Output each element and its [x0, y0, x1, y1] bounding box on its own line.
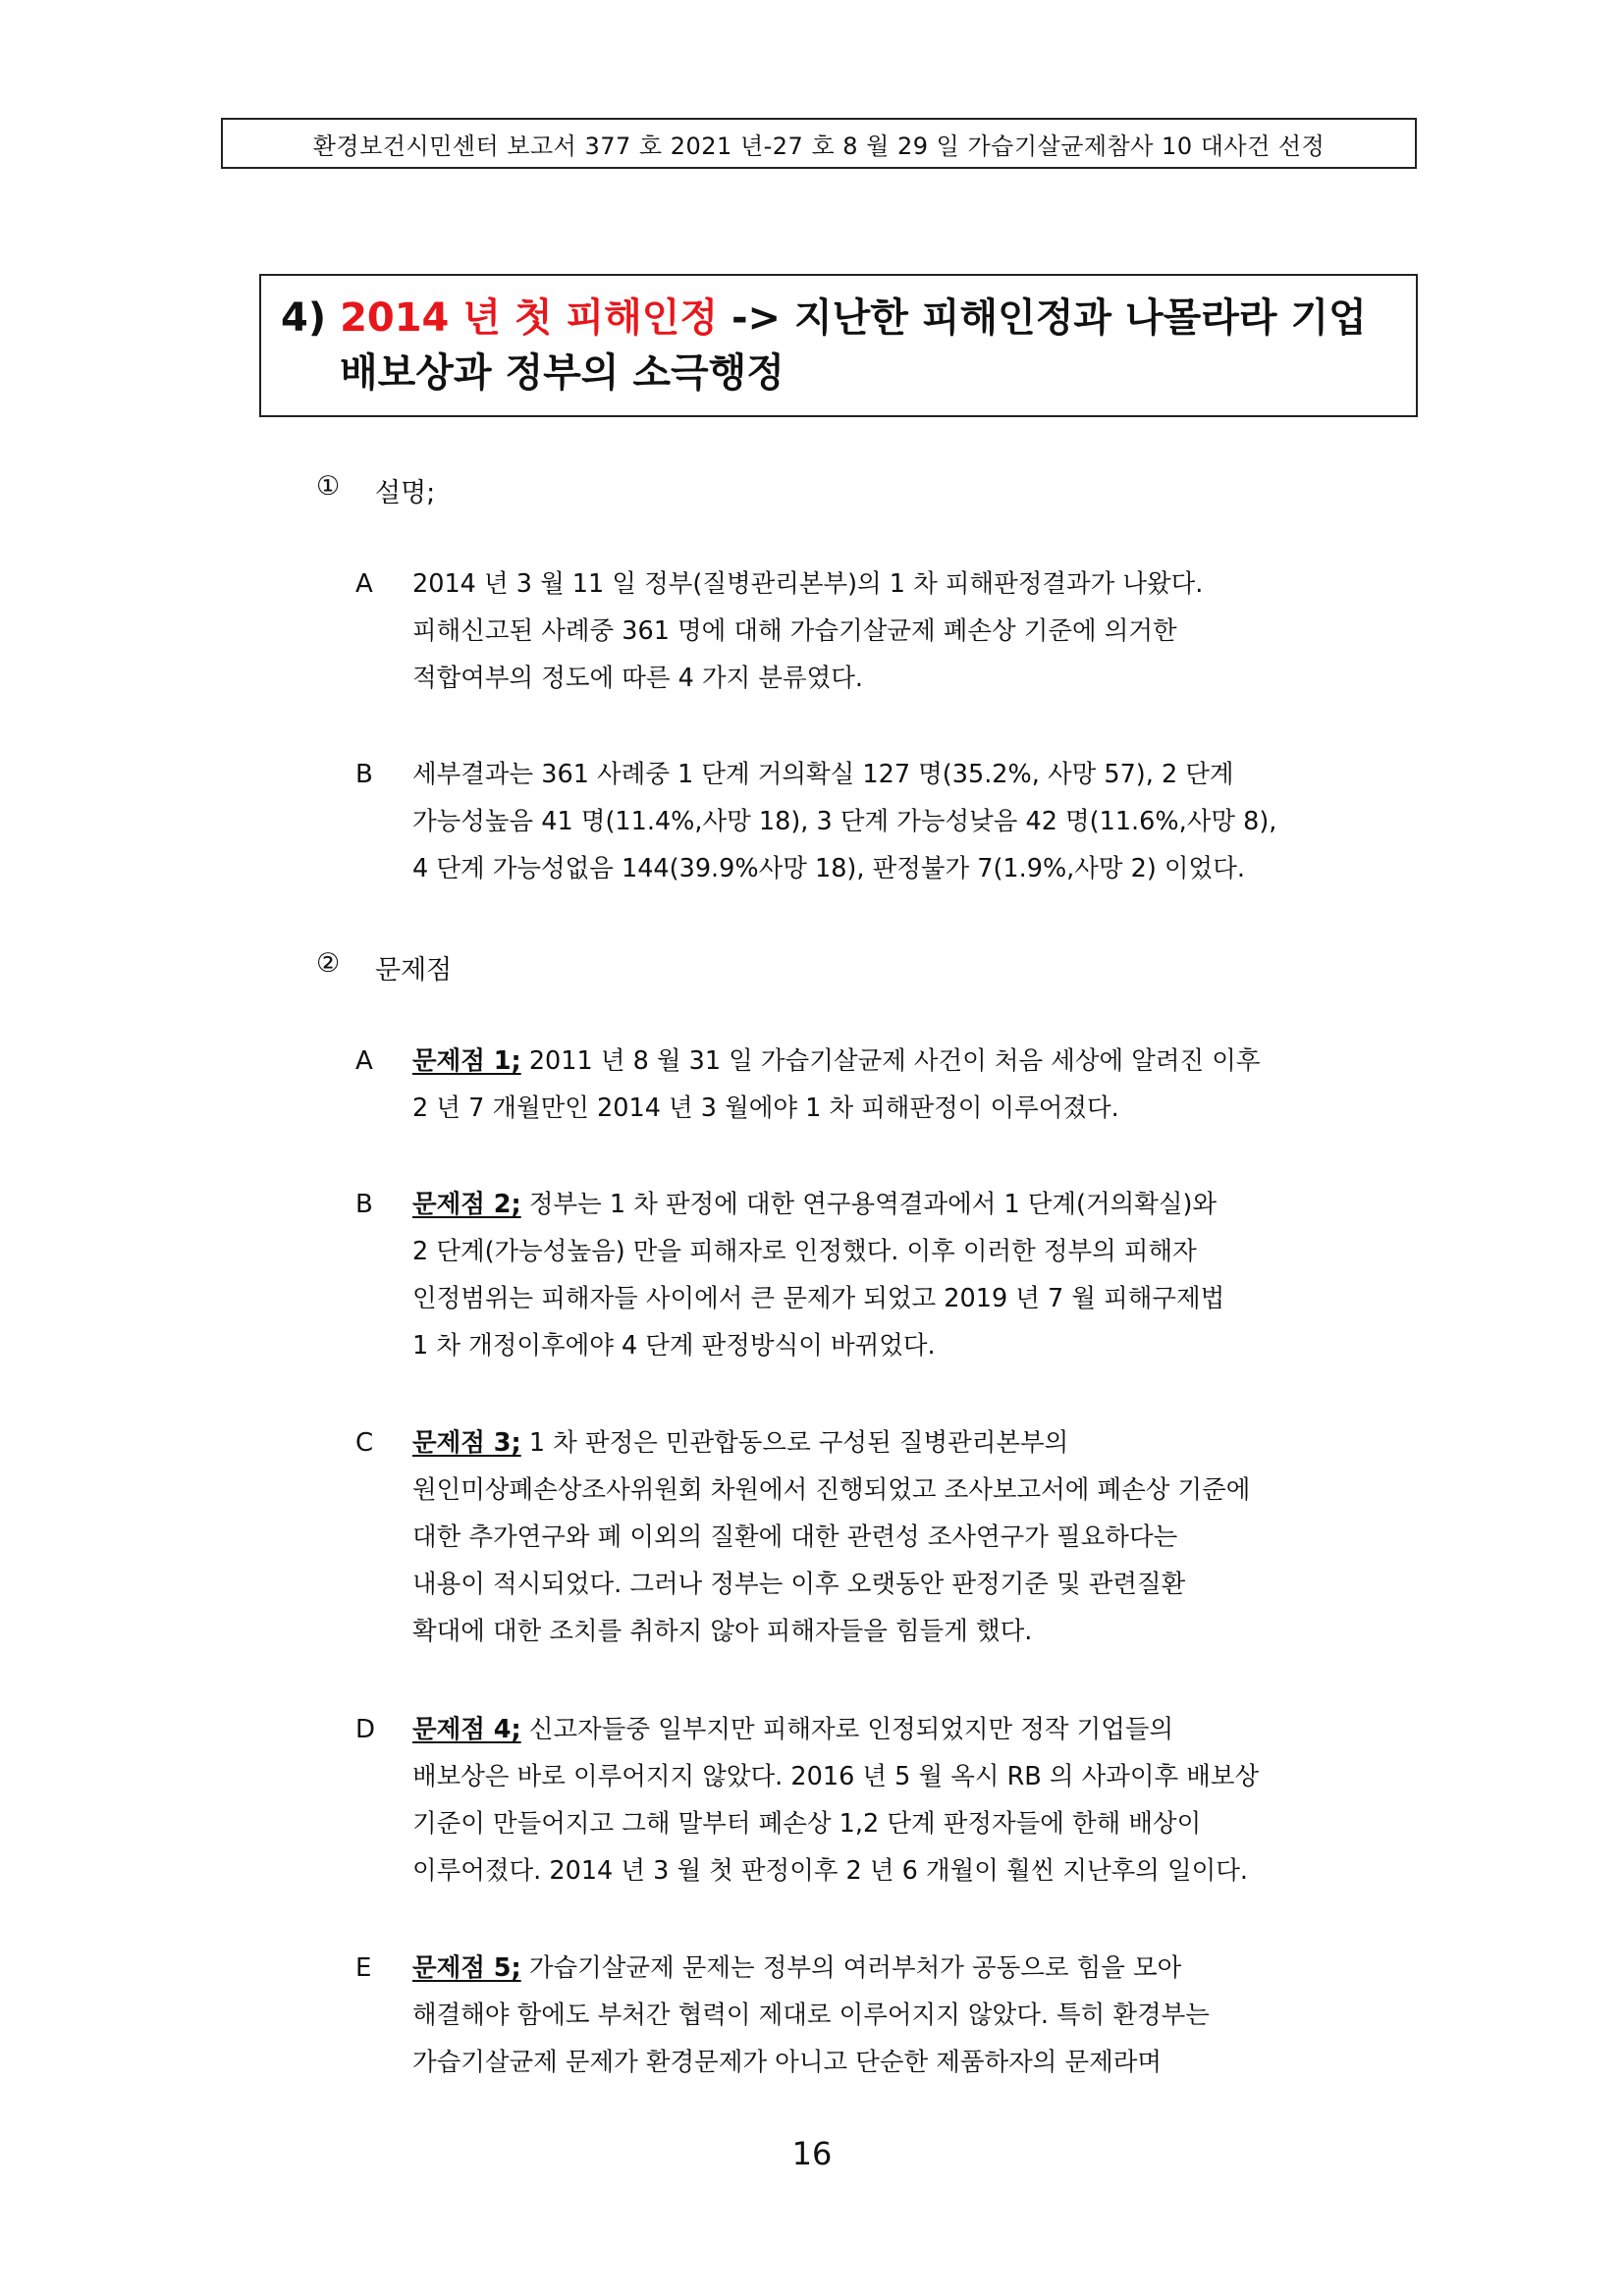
text-line: 2 년 7 개월만인 2014 년 3 월에야 1 차 피해판정이 이루어졌다. [412, 1094, 1119, 1123]
text-line: 이루어졌다. 2014 년 3 월 첫 판정이후 2 년 6 개월이 훨씬 지난후의 일이다. [412, 1856, 1248, 1886]
problem-item-letter: E [355, 1953, 372, 1983]
explanation-item-letter: B [355, 760, 373, 789]
explanation-marker: ① [316, 471, 341, 502]
problem-label: 문제점 3; [412, 1428, 521, 1458]
problem-item-letter: A [355, 1046, 373, 1076]
text-line [412, 1038, 1414, 1085]
text-line: 피해신고된 사례중 361 명에 대해 가습기살균제 폐손상 기준에 의거한 [412, 616, 1177, 646]
section-title-box [259, 274, 1418, 417]
problem-first-line: 신고자들중 일부지만 피해자로 인정되었지만 정작 기업들의 [520, 1715, 1174, 1744]
problem-item-letter: B [355, 1190, 373, 1219]
text-line [412, 1419, 1414, 1467]
problem-first-line: 1 차 판정은 민관합동으로 구성된 질병관리본부의 [520, 1428, 1069, 1458]
page-number: 16 [791, 2135, 833, 2172]
section-title-highlight: 2014 년 첫 피해인정 [340, 295, 719, 341]
problem-item-1 [412, 1038, 1414, 1132]
text-line: 해결해야 함에도 부처간 협력이 제대로 이루어지지 않았다. 특히 환경부는 [412, 2001, 1210, 2030]
problem-label: 문제점 1; [412, 1046, 521, 1076]
explanation-item-b [412, 751, 1414, 892]
problems-marker: ② [316, 948, 341, 979]
problem-first-line: 2011 년 8 월 31 일 가습기살균제 사건이 처음 세상에 알려진 이후 [520, 1046, 1261, 1076]
text-line: 대한 추가연구와 폐 이외의 질환에 대한 관련성 조사연구가 필요하다는 [412, 1522, 1178, 1552]
problem-item-2 [412, 1181, 1414, 1369]
problem-label: 문제점 5; [412, 1953, 521, 1983]
problem-label: 문제점 4; [412, 1715, 521, 1744]
text-line: 내용이 적시되었다. 그러나 정부는 이후 오랫동안 판정기준 및 관련질환 [412, 1570, 1186, 1599]
problem-item-3 [412, 1419, 1414, 1655]
text-line: 인정범위는 피해자들 사이에서 큰 문제가 되었고 2019 년 7 월 피해구제법 [412, 1284, 1225, 1313]
problem-item-5 [412, 1945, 1414, 2086]
problem-first-line: 가습기살균제 문제는 정부의 여러부처가 공동으로 힘을 모아 [520, 1953, 1182, 1983]
explanation-item-a [412, 561, 1414, 702]
explanation-item-letter: A [355, 569, 373, 599]
text-line: 2014 년 3 월 11 일 정부(질병관리본부)의 1 차 피해판정결과가 나왔다. [412, 569, 1204, 599]
problems-title: 문제점 [375, 955, 453, 986]
text-line: 4 단계 가능성없음 144(39.9%사망 18), 판정불가 7(1.9%,사망 2) 이었다. [412, 854, 1245, 883]
text-line: 원인미상폐손상조사위원회 차원에서 진행되었고 조사보고서에 폐손상 기준에 [412, 1475, 1251, 1505]
problem-item-4 [412, 1706, 1414, 1895]
section-number: 4) [281, 295, 327, 341]
text-line [412, 1706, 1414, 1753]
report-header: 환경보건시민센터 보고서 377 호 2021 년-27 호 8 월 29 일 가습기살균제참사 10 대사건 선정 [221, 118, 1417, 169]
problem-first-line: 정부는 1 차 판정에 대한 연구용역결과에서 1 단계(거의확실)와 [520, 1190, 1218, 1219]
problem-item-letter: C [355, 1428, 374, 1458]
text-line: 세부결과는 361 사례중 1 단계 거의확실 127 명(35.2%, 사망 57), 2 단계 [412, 760, 1234, 789]
text-line: 가습기살균제 문제가 환경문제가 아니고 단순한 제품하자의 문제라며 [412, 2048, 1162, 2077]
problem-item-letter: D [355, 1715, 376, 1744]
explanation-title: 설명; [375, 478, 436, 508]
text-line: 확대에 대한 조치를 취하지 않아 피해자들을 힘들게 했다. [412, 1617, 1033, 1646]
section-title-line-2: 배보상과 정부의 소극행정 [340, 350, 785, 396]
problem-label: 문제점 2; [412, 1190, 521, 1219]
section-title-rest: -> 지난한 피해인정과 나몰라라 기업 [731, 295, 1367, 341]
text-line [412, 1945, 1414, 1992]
text-line: 가능성높음 41 명(11.4%,사망 18), 3 단계 가능성낮음 42 명(11.6%,사망 8), [412, 807, 1277, 836]
text-line: 배보상은 바로 이루어지지 않았다. 2016 년 5 월 옥시 RB 의 사과이후 배보상 [412, 1762, 1260, 1791]
text-line: 적합여부의 정도에 따른 4 가지 분류였다. [412, 664, 863, 693]
text-line: 1 차 개정이후에야 4 단계 판정방식이 바뀌었다. [412, 1331, 936, 1361]
text-line: 2 단계(가능성높음) 만을 피해자로 인정했다. 이후 이러한 정부의 피해자 [412, 1237, 1197, 1266]
text-line [412, 1181, 1414, 1228]
text-line: 기준이 만들어지고 그해 말부터 폐손상 1,2 단계 판정자들에 한해 배상이 [412, 1809, 1202, 1839]
